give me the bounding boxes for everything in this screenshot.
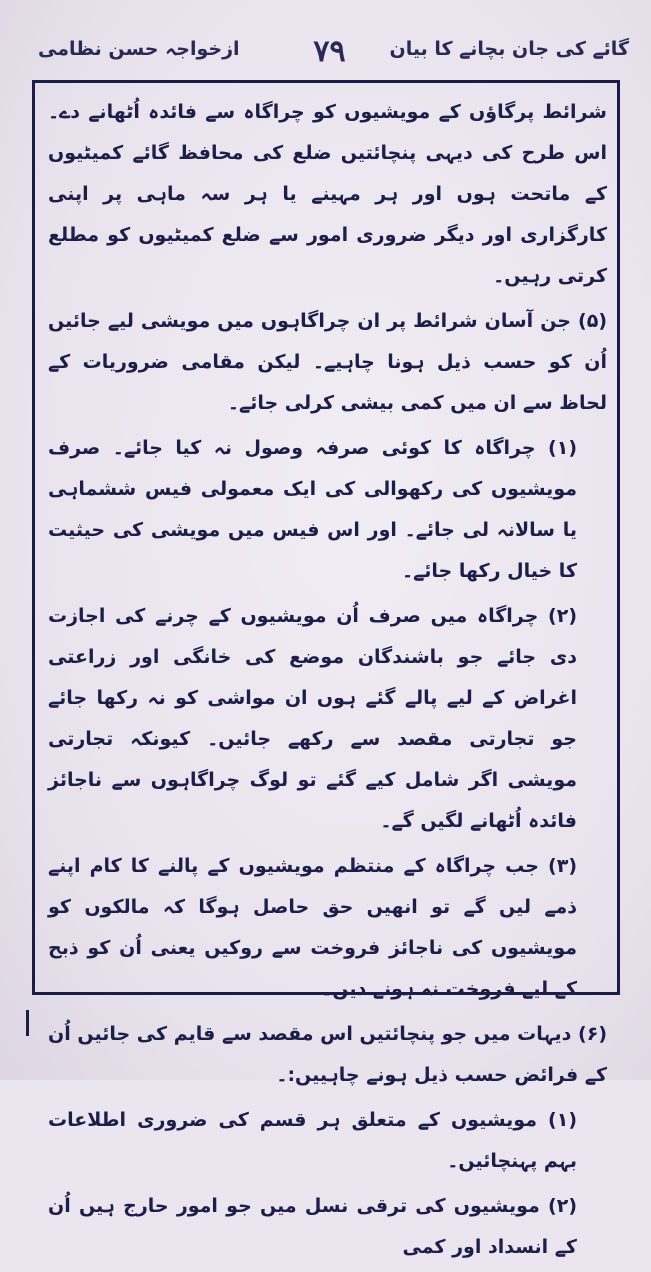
sub-item-6-2: (۲) مویشیوں کی ترقی نسل میں جو امور حارج ہیں اُن کے انسداد اور کمی [48, 1195, 577, 1258]
page-number: ۷۹ [313, 34, 346, 69]
running-author: ازخواجہ حسن نظامی [38, 38, 240, 60]
margin-mark [26, 1010, 29, 1036]
sub-item-5-1: (۱) چراگاہ کا کوئی صرفہ وصول نہ کیا جائے۔ صرف مویشیوں کی رکھوالی کی ایک معمولی فیس ششماہی یا سالانہ لی جائے۔ اور اس فیس میں مویشی کی حیثیت کا خیال رکھا جائے۔ [48, 437, 577, 582]
page-body [48, 92, 607, 1272]
paragraph-continuation: شرائط پرگاؤں کے مویشیوں کو چراگاہ سے فائدہ اُٹھانے دے۔ اس طرح کی دیہی پنچائتیں ضلع کی محافظ گائے کمیٹیوں کے ماتحت ہوں اور ہر مہینے یا ہر سہ ماہی پر اپنی کارگزاری اور دیگر ضروری امور سے ضلع کمیٹیوں کو مطلع کرتی رہیں۔ [48, 101, 607, 287]
sub-item-5-2: (۲) چراگاہ میں صرف اُن مویشیوں کے چرنے کی اجازت دی جائے جو باشندگان موضع کی خانگی اور زراعتی اغراض کے لیے پالے گئے ہوں ان مواشی کو نہ رکھا جائے جو تجارتی مقصد سے رکھے جائیں۔ کیونکہ تجارتی مویشی اگر شامل کیے گئے تو لوگ چراگاہوں سے ناجائز فائدہ اُٹھانے لگیں گے۔ [48, 605, 577, 832]
page-header [30, 34, 629, 74]
running-title: گائے کی جان بچانے کا بیان [389, 38, 629, 60]
sub-item-6-1: (۱) مویشیوں کے متعلق ہر قسم کی ضروری اطلاعات بہم پہنچائیں۔ [48, 1109, 577, 1172]
paragraph-6: (۶) دیہات میں جو پنچائتیں اس مقصد سے قایم کی جائیں اُن کے فرائض حسب ذیل ہونے چاہییں:۔ [48, 1023, 607, 1086]
paragraph-5: (۵) جن آسان شرائط پر ان چراگاہوں میں مویشی لیے جائیں اُن کو حسب ذیل ہونا چاہیے۔ لیکن مقامی ضروریات کے لحاظ سے ان میں کمی بیشی کرلی جائے۔ [48, 310, 607, 414]
sub-item-5-3: (۳) جب چراگاہ کے منتظم مویشیوں کے پالنے کا کام اپنے ذمے لیں گے تو انھیں حق حاصل ہوگا کہ مالکوں کو مویشیوں کی ناجائز فروخت سے روکیں یعنی اُن کو ذبح کے لیے فروخت نہ ہونے دیں۔ [48, 855, 577, 1000]
